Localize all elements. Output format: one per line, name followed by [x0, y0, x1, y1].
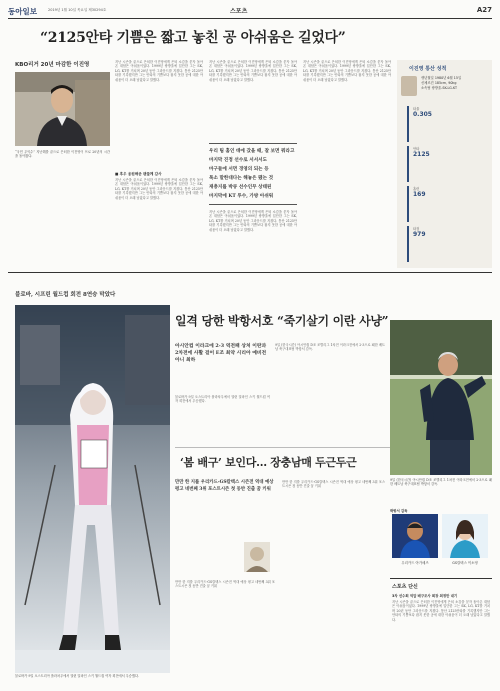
stat-value: 169 [413, 191, 426, 198]
quote-line: 목소 말한대다는 해놓은 됐는 것 [209, 176, 274, 181]
stat-value: 2125 [413, 151, 430, 158]
issue-date: 2019년 1월 10일 목요일 제30294호 [48, 8, 107, 12]
story3-body-col1: 만만 한 지를 우리카드-GS칼텍스 시즌전 역대 예상 평고 네번째 3위 포스트시즌 첫 동반 진출 꿈 키워 [175, 580, 275, 589]
ski-photo [15, 305, 170, 673]
player-name: GS칼텍스 이소영 [452, 561, 478, 565]
story2-body-col1: 블로바가 9일 오스트리아 플라차우에서 열린 알파인 스키 월드컵 여자 회전에서 우승했다. [175, 395, 270, 404]
story3-subhead: 만만 한 지를 우리카드-GS칼텍스 시즌전 역대 예상 평고 네번째 3위 포스트시즌 첫 동반 진출 꿈 키워 [175, 480, 274, 492]
story1-headline: “2125안타 기쁨은 짧고 놓친 공 아쉬움은 길었다” [40, 30, 346, 46]
story2-kicker: 블로바, 시프린 월드컵 회전 8연승 막았다 [15, 292, 116, 298]
briefs-box [390, 578, 492, 674]
stat-label: 홈런 [413, 187, 420, 191]
story3-body-col2: 만만 한 지를 우리카드-GS칼텍스 시즌전 역대 예상 평고 네번째 3위 포스트시즌 첫 동반 진출 꿈 키워 [282, 480, 385, 489]
coach-photo [390, 320, 492, 475]
section-rule-1 [8, 272, 492, 273]
story2-subhead: 아시안컵 이라크에 2-3 역전패 상처 이란과 2차전에 사활 걸어 E조 최약 시리아 예비전 아니 최하 [175, 343, 267, 363]
player-name: 우리카드 아가메즈 [401, 561, 429, 565]
profile-sidebar [397, 60, 492, 268]
portrait-caption: “국민 우익수” 지난해를 끝으로 은퇴한 이진영이 프로 20년의 시간을 돌아봤다. [15, 150, 110, 159]
player-photo [392, 514, 438, 558]
quote-line: 마지막에 KT 투수, 가방 아쉬워 [209, 194, 274, 199]
coach-caption: 9일 (한국시간) 아시안컵 D조 조별리그 1차전 이라크전에서 2-3으로 패한 베트남 축구대표팀 박항서 감독. [390, 478, 492, 487]
section-name: 스포츠 [230, 8, 248, 15]
quote-line: 재충지를 박큐 선수인무 상태된 [209, 185, 272, 190]
story1-body-col2: 지난 시즌을 끝으로 은퇴한 이진영에게 은퇴 소감을 묻자 돌아온 대답은 아쉬움이었다. 1999년 쌍방울에 입단한 그는 SK, LG, KT를 거치며 20년 동안 그라운드를 지켰다. 통산 2125안타를 기록했지만 그는 안타의 기쁨보다 잡지 못한 공에 대한 아쉬움이 더 오래 남았다고 말했다. [209, 60, 297, 82]
story2-body-col2: 9일 (한국시간) 아시안컵 D조 조별리그 1차전 이라크전에서 2-3으로 패한 베트남 축구대표팀 박항서 감독. [275, 343, 385, 352]
profile-title: 이진영 통산 성적 [409, 66, 447, 72]
profile-stats [407, 106, 487, 262]
paper-name: 동아일보 [8, 7, 37, 16]
story1-body-col2b: 지난 시즌을 끝으로 은퇴한 이진영에게 은퇴 소감을 묻자 돌아온 대답은 아쉬움이었다. 1999년 쌍방울에 입단한 그는 SK, LG, KT를 거치며 20년 동안 그라운드를 지켰다. 통산 2125안타를 기록했지만 그는 안타의 기쁨보다 잡지 못한 공에 대한 아쉬움이 더 오래 남았다고 말했다. [209, 210, 297, 232]
profile-row: 생년월일 1980년 6월 15일 신체조건 185cm, 90kg 소속팀 쌍방울-SK-LG-KT [421, 76, 462, 90]
portrait-photo [15, 72, 110, 146]
quote-line: 우리 팀 홈인 데에 갔을 때, 잘 보면 뭐라고 [209, 149, 295, 154]
stat-label: 안타 [413, 147, 420, 151]
story1-body-col1b: 지난 시즌을 끝으로 은퇴한 이진영에게 은퇴 소감을 묻자 돌아온 대답은 아쉬움이었다. 1999년 쌍방울에 입단한 그는 SK, LG, KT를 거치며 20년 동안 그라운드를 지켰다. 통산 2125안타를 기록했지만 그는 안타의 기쁨보다 잡지 못한 공에 대한 아쉬움이 더 오래 남았다고 말했다. [115, 178, 203, 200]
story3-headline: ‘봄 배구’ 보인다… 장충남매 두근두근 [180, 456, 357, 469]
stat-label: 타점 [413, 227, 420, 231]
story-divider [175, 447, 390, 448]
briefs-title: 스포츠 단신 [392, 584, 418, 590]
stat-label: 타율 [413, 107, 420, 111]
briefs-body: 지난 시즌을 끝으로 은퇴한 이진영에게 은퇴 소감을 묻자 돌아온 대답은 아쉬움이었다. 1999년 쌍방울에 입단한 그는 SK, LG, KT를 거치며 20년 동안 그라운드를 지켰다. 통산 2125안타를 기록했지만 그는 안타의 기쁨보다 잡지 못한 공에 대한 아쉬움이 더 오래 남았다고 말했다. [392, 600, 490, 622]
story1-body-col3: 지난 시즌을 끝으로 은퇴한 이진영에게 은퇴 소감을 묻자 돌아온 대답은 아쉬움이었다. 1999년 쌍방울에 입단한 그는 SK, LG, KT를 거치며 20년 동안 그라운드를 지켰다. 통산 2125안타를 기록했지만 그는 안타의 기쁨보다 잡지 못한 공에 대한 아쉬움이 더 오래 남았다고 말했다. [303, 60, 391, 82]
quote-line: 마구들에 서면 경영의 되는 등 [209, 167, 269, 172]
briefs-item-title: 3차 선수회 억압 배구조사 회장 최정만 대기 [392, 594, 458, 598]
interview-title: KBO리거 20년 마감한 이진영 [15, 62, 90, 68]
stat-value: 979 [413, 231, 426, 238]
story1-body-col1: 지난 시즌을 끝으로 은퇴한 이진영에게 은퇴 소감을 묻자 돌아온 대답은 아쉬움이었다. 1999년 쌍방울에 입단한 그는 SK, LG, KT를 거치며 20년 동안 그라운드를 지켰다. 통산 2125안타를 기록했지만 그는 안타의 기쁨보다 잡지 못한 공에 대한 아쉬움이 더 오래 남았다고 말했다. [115, 60, 203, 82]
stat-value: 0.305 [413, 111, 432, 118]
ski-photo-caption: 블로바가 9일 오스트리아 플라차우에서 열린 알파인 스키 월드컵 여자 회전에서 우승했다. [15, 674, 140, 678]
masthead [8, 5, 492, 18]
story2-headline: 일격 당한 박항서호 “죽기살기 이란 사냥” [175, 314, 389, 328]
story1-subhead: ■ 후우 응원해준 팬들께 감사 [115, 172, 162, 176]
player-photo [442, 514, 488, 558]
quote-badge [240, 540, 275, 575]
quote-box [209, 143, 297, 205]
coach-byline: 박항서 감독 [390, 509, 408, 513]
quote-line: 마지막 진정 선수로 서서서도 [209, 158, 268, 163]
page-number: A27 [476, 6, 492, 14]
profile-mini-photo [401, 76, 417, 96]
players-box [390, 512, 492, 572]
masthead-rule [8, 18, 492, 19]
